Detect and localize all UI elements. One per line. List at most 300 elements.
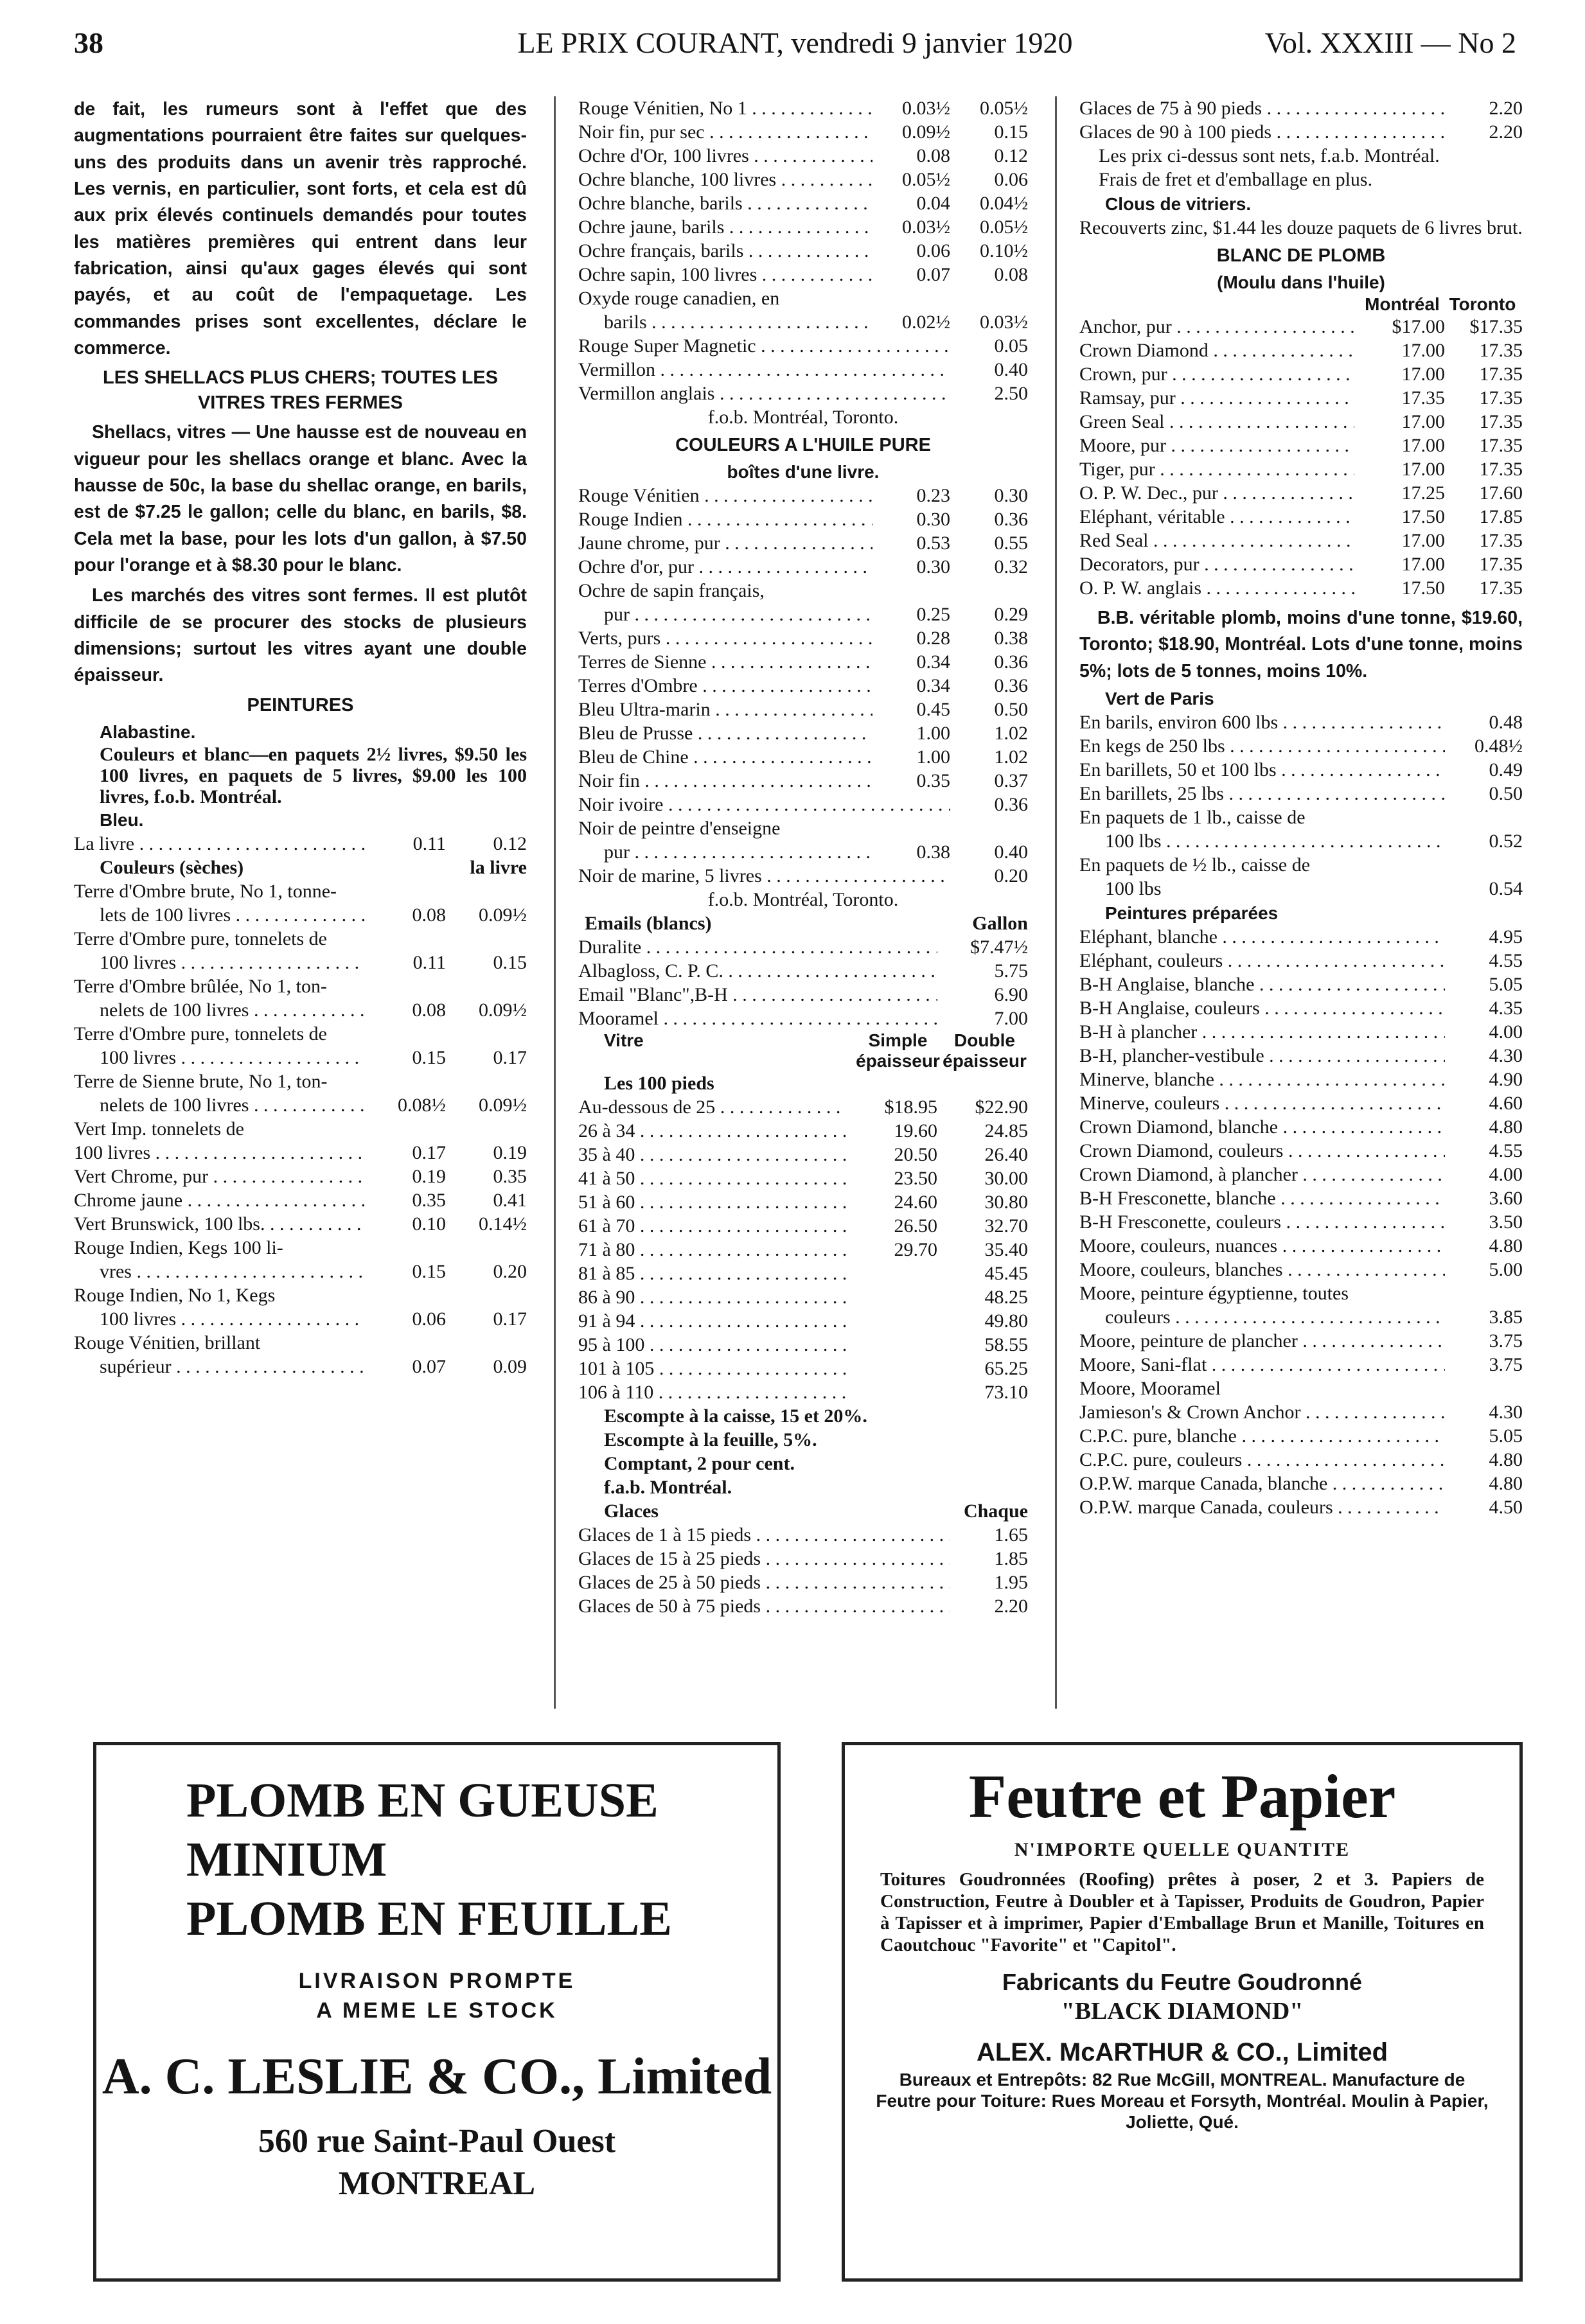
price: 2.20 bbox=[1489, 98, 1523, 119]
ad-stock: A MEME LE STOCK bbox=[316, 1998, 558, 2023]
price-row bbox=[1079, 1115, 1523, 1139]
price-row bbox=[578, 1262, 1028, 1285]
price: 17.35 bbox=[1479, 577, 1523, 599]
peintures-preparees-heading: Peintures préparées bbox=[1105, 903, 1279, 924]
column-header: Montréal bbox=[1365, 294, 1440, 315]
item-name: Noir ivoire . . . bbox=[578, 793, 950, 816]
price-row bbox=[74, 1046, 527, 1070]
price: 4.80 bbox=[1489, 1473, 1523, 1495]
price: 0.03½ bbox=[902, 98, 950, 119]
item-name: barils . . . bbox=[578, 310, 872, 334]
ad-company: A. C. LESLIE & CO., Limited bbox=[102, 2048, 772, 2105]
price: 4.60 bbox=[1489, 1093, 1523, 1114]
price: 0.05 bbox=[994, 335, 1028, 357]
item-name: Verts, purs . . . bbox=[578, 626, 872, 650]
price-row bbox=[578, 310, 1028, 334]
price-row bbox=[1079, 925, 1523, 949]
item-name: Glaces de 25 à 50 pieds . . . bbox=[578, 1571, 950, 1594]
price-row bbox=[74, 1093, 527, 1117]
price: 0.10½ bbox=[980, 240, 1028, 261]
item-name: Ochre jaune, barils . . . bbox=[578, 215, 872, 239]
price-row bbox=[578, 484, 1028, 507]
price: 0.06 bbox=[412, 1308, 446, 1330]
price-row bbox=[578, 769, 1028, 793]
item-name: 100 livres . . . bbox=[74, 951, 365, 974]
price: 17.50 bbox=[1401, 577, 1445, 599]
item-name: Minerve, couleurs . . . bbox=[1079, 1091, 1445, 1115]
item-name: pur . . . bbox=[578, 603, 872, 626]
price-row bbox=[74, 1355, 527, 1378]
price: 4.00 bbox=[1489, 1021, 1523, 1043]
price: 4.95 bbox=[1489, 926, 1523, 948]
item-name: 106 à 110 . . . bbox=[578, 1380, 847, 1404]
price: 1.02 bbox=[994, 746, 1028, 768]
price-row bbox=[1079, 434, 1523, 457]
item-name: 71 à 80 . . . bbox=[578, 1238, 847, 1262]
ad-address: 560 rue Saint-Paul Ouest bbox=[258, 2123, 616, 2160]
price: 4.30 bbox=[1489, 1402, 1523, 1423]
column-header: Double épaisseur bbox=[943, 1030, 1027, 1071]
price-row bbox=[578, 531, 1028, 555]
section-heading-huile: COULEURS A L'HUILE PURE bbox=[675, 435, 931, 455]
price-row bbox=[578, 698, 1028, 721]
price: 0.20 bbox=[994, 865, 1028, 887]
price: 0.15 bbox=[994, 121, 1028, 143]
glaces-label: Glaces bbox=[604, 1501, 659, 1522]
item-name: Moore, peinture de plancher . . . bbox=[1079, 1329, 1445, 1353]
price-row bbox=[1079, 1210, 1523, 1234]
price: $17.00 bbox=[1392, 316, 1445, 338]
price: 0.17 bbox=[493, 1046, 527, 1068]
clous-label: Clous de vitriers. bbox=[1105, 194, 1252, 214]
item-name: Crown Diamond, blanche . . . bbox=[1079, 1115, 1445, 1139]
price-row bbox=[1079, 1020, 1523, 1044]
item-name: En kegs de 250 lbs . . . bbox=[1079, 734, 1445, 758]
price: 0.30 bbox=[916, 509, 950, 531]
clous-text: Recouverts zinc, $1.44 les douze paquets de 6 livres brut. bbox=[1079, 217, 1523, 238]
price-row bbox=[1079, 710, 1523, 734]
price: 0.04½ bbox=[980, 193, 1028, 214]
item-name: C.P.C. pure, couleurs . . . bbox=[1079, 1448, 1445, 1472]
price: 0.41 bbox=[493, 1189, 527, 1211]
price-row bbox=[578, 168, 1028, 191]
ad-subtitle: N'IMPORTE QUELLE QUANTITE bbox=[1014, 1839, 1350, 1860]
item-name: lets de 100 livres . . . bbox=[74, 903, 365, 927]
item-name: Crown Diamond . . . bbox=[1079, 339, 1354, 362]
price: 2.20 bbox=[1489, 121, 1523, 143]
price: 1.00 bbox=[916, 746, 950, 768]
price: 0.37 bbox=[994, 770, 1028, 792]
unit-label: Gallon bbox=[972, 913, 1028, 935]
item-name: En barillets, 25 lbs . . . bbox=[1079, 782, 1445, 805]
price-row bbox=[1079, 1472, 1523, 1495]
column-rule bbox=[554, 96, 556, 1709]
price: 0.08 bbox=[994, 264, 1028, 285]
price: 17.00 bbox=[1401, 435, 1445, 457]
price: 0.28 bbox=[916, 628, 950, 649]
item-name: Bleu de Prusse . . . bbox=[578, 721, 872, 745]
price: 0.35 bbox=[412, 1189, 446, 1211]
price-row bbox=[578, 1571, 1028, 1594]
price-row bbox=[578, 983, 1028, 1007]
item-name: Noir fin, pur sec . . . bbox=[578, 120, 872, 144]
ad-line: PLOMB EN FEUILLE bbox=[186, 1892, 672, 1946]
price: 0.08 bbox=[412, 904, 446, 926]
price: 0.17 bbox=[412, 1141, 446, 1163]
price-row bbox=[578, 1166, 1028, 1190]
fob-note: f.a.b. Montréal. bbox=[604, 1477, 732, 1499]
price: 0.02½ bbox=[902, 312, 950, 333]
price-row bbox=[578, 191, 1028, 215]
price-row bbox=[74, 1141, 527, 1165]
price-row bbox=[578, 215, 1028, 239]
price: 0.09½ bbox=[479, 1094, 527, 1116]
item-name: nelets de 100 livres . . . bbox=[74, 1093, 365, 1117]
price: 7.00 bbox=[994, 1008, 1028, 1030]
vitres-paragraph: Les marchés des vitres sont fermes. Il est plutôt difficile de se procurer des stocks de plusieurs dimensions; surtout les vitres ayant une double épaisseur. bbox=[74, 585, 527, 686]
column-1 bbox=[74, 96, 527, 1378]
item-name: couleurs . . . bbox=[1079, 1305, 1445, 1329]
price: 0.23 bbox=[916, 485, 950, 507]
price-row bbox=[578, 1333, 1028, 1357]
column-rule bbox=[1055, 96, 1057, 1709]
advertisement-mcarthur bbox=[842, 1742, 1523, 2282]
price: 5.75 bbox=[994, 960, 1028, 982]
item-name: 100 livres . . . bbox=[74, 1046, 365, 1070]
price-row bbox=[578, 935, 1028, 959]
item-name: La livre . . . bbox=[74, 832, 365, 856]
item-name: Ochre français, barils . . . bbox=[578, 239, 872, 263]
volume-number: Vol. XXXIII — No 2 bbox=[1264, 26, 1516, 59]
price: 3.75 bbox=[1489, 1330, 1523, 1352]
item-name: C.P.C. pure, blanche . . . bbox=[1079, 1424, 1445, 1448]
price bbox=[847, 1262, 937, 1285]
item-name: B-H Fresconette, couleurs . . . bbox=[1079, 1210, 1445, 1234]
bb-paragraph: B.B. véritable plomb, moins d'une tonne, $19.60, Toronto; $18.90, Montréal. Lots d'une tonne, moins 5%; lots de 5 tonnes, moins 10%. bbox=[1079, 608, 1523, 682]
price: $7.47½ bbox=[970, 937, 1028, 958]
price bbox=[847, 1285, 937, 1309]
price bbox=[847, 1380, 937, 1404]
item-name: Terres de Sienne . . . bbox=[578, 650, 872, 674]
price: 0.45 bbox=[916, 699, 950, 721]
price-row bbox=[578, 674, 1028, 698]
ad-fabricants: Fabricants du Feutre Goudronné bbox=[1002, 1969, 1363, 1995]
item-name: Bleu de Chine . . . bbox=[578, 745, 872, 769]
item-name: Vermillon anglais . . . bbox=[578, 382, 950, 405]
price: 0.03½ bbox=[980, 312, 1028, 333]
item-name: En barillets, 50 et 100 lbs . . . bbox=[1079, 758, 1445, 782]
price: 17.50 bbox=[1401, 506, 1445, 528]
price: 0.32 bbox=[994, 556, 1028, 578]
item-name: Moore, pur . . . bbox=[1079, 434, 1354, 457]
ad-line: MINIUM bbox=[186, 1833, 387, 1887]
price: 0.14½ bbox=[479, 1213, 527, 1235]
price: 0.15 bbox=[412, 1046, 446, 1068]
item-name: Moore, Sani-flat . . . bbox=[1079, 1353, 1445, 1377]
price-row bbox=[1079, 120, 1523, 144]
item-name: Rouge Vénitien, brillant bbox=[74, 1332, 261, 1353]
running-header bbox=[74, 26, 1516, 71]
price-row bbox=[1079, 949, 1523, 973]
price: 0.10 bbox=[412, 1213, 446, 1235]
price-row bbox=[1079, 734, 1523, 758]
item-name: supérieur . . . bbox=[74, 1355, 365, 1378]
price-row bbox=[578, 144, 1028, 168]
price: 0.20 bbox=[493, 1260, 527, 1282]
price-row bbox=[1079, 829, 1523, 853]
price-row bbox=[578, 1190, 1028, 1214]
price: 1.95 bbox=[994, 1572, 1028, 1594]
item-name: B-H à plancher . . . bbox=[1079, 1020, 1445, 1044]
discount-note: Escompte à la feuille, 5%. bbox=[604, 1429, 817, 1451]
price: 17.35 bbox=[1479, 387, 1523, 409]
item-name: En paquets de 1 lb., caisse de bbox=[1079, 807, 1306, 829]
price-row bbox=[1079, 410, 1523, 434]
item-name: Ochre d'or, pur . . . bbox=[578, 555, 872, 579]
item-name: O.P.W. marque Canada, couleurs . . . bbox=[1079, 1495, 1445, 1519]
item-name: Email "Blanc",B-H . . . bbox=[578, 983, 937, 1007]
shellac-paragraph: Shellacs, vitres — Une hausse est de nouveau en vigueur pour les shellacs orange et blanc. Avec la hausse de 50c, la base du shellac orange, en barils, est de $7.25 le gallon; celle du blanc, en barils, $8. Cela met la base, pour les lots d'un gallon, à $7.50 pour l'orange et à $8.30 pour le blanc. bbox=[74, 422, 527, 576]
price: 17.35 bbox=[1479, 459, 1523, 480]
price: 17.00 bbox=[1401, 459, 1445, 480]
item-name: Ramsay, pur . . . bbox=[1079, 386, 1354, 410]
price-row bbox=[578, 840, 1028, 864]
item-name: Oxyde rouge canadien, en bbox=[578, 288, 780, 309]
price: 4.30 bbox=[1489, 1045, 1523, 1067]
item-name: 100 livres . . . bbox=[74, 1307, 365, 1331]
price-row bbox=[1079, 529, 1523, 552]
price: 0.08 bbox=[916, 145, 950, 166]
price-row bbox=[578, 382, 1028, 405]
item-name: Crown Diamond, à plancher . . . bbox=[1079, 1163, 1445, 1186]
price-row bbox=[1079, 1400, 1523, 1424]
price: 0.38 bbox=[994, 628, 1028, 649]
item-name: Crown Diamond, couleurs . . . bbox=[1079, 1139, 1445, 1163]
price: 24.85 bbox=[984, 1120, 1028, 1142]
price: 0.09½ bbox=[479, 904, 527, 926]
item-name: 101 à 105 . . . bbox=[578, 1357, 847, 1380]
price bbox=[847, 1309, 937, 1333]
price: 0.04 bbox=[916, 193, 950, 214]
price bbox=[847, 1333, 937, 1357]
price: 0.35 bbox=[493, 1165, 527, 1187]
item-name: O. P. W. anglais . . . bbox=[1079, 576, 1354, 600]
item-name: Minerve, blanche . . . bbox=[1079, 1068, 1445, 1091]
price-row bbox=[1079, 481, 1523, 505]
item-name: Noir fin . . . bbox=[578, 769, 872, 793]
price-row bbox=[578, 959, 1028, 983]
price-row bbox=[1079, 576, 1523, 600]
price: 6.90 bbox=[994, 984, 1028, 1006]
price: 0.08 bbox=[412, 999, 446, 1021]
price-row bbox=[578, 1523, 1028, 1547]
price-row bbox=[578, 334, 1028, 358]
price-row bbox=[1079, 1186, 1523, 1210]
vert-de-paris-heading: Vert de Paris bbox=[1105, 689, 1214, 709]
item-name: Duralite . . . bbox=[578, 935, 937, 959]
price-row bbox=[1079, 1068, 1523, 1091]
price-row bbox=[578, 745, 1028, 769]
price: 17.00 bbox=[1401, 554, 1445, 576]
price: 0.09 bbox=[493, 1355, 527, 1377]
item-name: Au-dessous de 25 . . . bbox=[578, 1095, 847, 1119]
item-name: Ochre sapin, 100 livres . . . bbox=[578, 263, 872, 286]
item-name: Glaces de 1 à 15 pieds . . . bbox=[578, 1523, 950, 1547]
price-row bbox=[578, 1380, 1028, 1404]
item-name: Terre de Sienne brute, No 1, ton- bbox=[74, 1070, 328, 1092]
price: 0.48 bbox=[1489, 712, 1523, 734]
item-name: 86 à 90 . . . bbox=[578, 1285, 847, 1309]
price: 23.50 bbox=[894, 1168, 937, 1190]
unit-label: Chaque bbox=[963, 1501, 1028, 1522]
price: 5.05 bbox=[1489, 974, 1523, 996]
item-name: Vert Imp. tonnelets de bbox=[74, 1118, 244, 1140]
column-header: Toronto bbox=[1449, 294, 1516, 315]
nets-note: Les prix ci-dessus sont nets, f.a.b. Montréal. bbox=[1099, 145, 1440, 166]
price: 0.09½ bbox=[902, 121, 950, 143]
price-row bbox=[1079, 362, 1523, 386]
price-row bbox=[578, 120, 1028, 144]
advertisement-leslie bbox=[93, 1742, 781, 2282]
discount-note: Comptant, 2 pour cent. bbox=[604, 1453, 795, 1475]
huile-subheading: boîtes d'une livre. bbox=[727, 462, 880, 482]
price: 0.53 bbox=[916, 533, 950, 554]
item-name: En paquets de ½ lb., caisse de bbox=[1079, 854, 1311, 876]
price-row bbox=[578, 793, 1028, 816]
price-row bbox=[578, 1119, 1028, 1143]
price-row bbox=[1079, 1091, 1523, 1115]
price: 4.90 bbox=[1489, 1069, 1523, 1091]
price: 0.09½ bbox=[479, 999, 527, 1021]
item-name: Jaune chrome, pur . . . bbox=[578, 531, 872, 555]
price: 0.49 bbox=[1489, 759, 1523, 781]
price-row bbox=[578, 650, 1028, 674]
price: 5.05 bbox=[1489, 1425, 1523, 1447]
price: 26.50 bbox=[894, 1215, 937, 1237]
item-name: 26 à 34 . . . bbox=[578, 1119, 847, 1143]
price-row bbox=[578, 1095, 1028, 1119]
price-row bbox=[1079, 1139, 1523, 1163]
price-row bbox=[74, 832, 527, 856]
price-row bbox=[578, 1309, 1028, 1333]
price: 4.55 bbox=[1489, 950, 1523, 972]
price: 4.80 bbox=[1489, 1116, 1523, 1138]
price: 0.34 bbox=[916, 675, 950, 697]
item-name: Moore, couleurs, nuances . . . bbox=[1079, 1234, 1445, 1258]
ad-company: ALEX. McARTHUR & CO., Limited bbox=[976, 2038, 1388, 2066]
price: 45.45 bbox=[984, 1263, 1028, 1285]
item-name: Ochre de sapin français, bbox=[578, 580, 765, 602]
price-row bbox=[1079, 1044, 1523, 1068]
price-row bbox=[1079, 505, 1523, 529]
price-row bbox=[578, 626, 1028, 650]
item-name: B-H Anglaise, couleurs . . . bbox=[1079, 996, 1445, 1020]
price: 17.35 bbox=[1479, 554, 1523, 576]
city-header bbox=[1079, 294, 1523, 315]
price-row bbox=[1079, 386, 1523, 410]
subheading-row bbox=[578, 911, 1028, 935]
price: 2.50 bbox=[994, 383, 1028, 404]
price: 0.12 bbox=[994, 145, 1028, 166]
column-2 bbox=[578, 96, 1028, 1618]
price: 0.34 bbox=[916, 651, 950, 673]
section-heading-blanc-de-plomb: BLANC DE PLOMB bbox=[1216, 245, 1386, 266]
price-row bbox=[578, 1594, 1028, 1618]
price-row bbox=[578, 263, 1028, 286]
price: 3.85 bbox=[1489, 1307, 1523, 1328]
price: 0.19 bbox=[493, 1141, 527, 1163]
column-3 bbox=[1079, 96, 1523, 1519]
item-name: nelets de 100 livres . . . bbox=[74, 998, 365, 1022]
vitre-header bbox=[578, 1030, 1028, 1071]
item-name: Moore, Mooramel bbox=[1079, 1378, 1221, 1400]
price-row bbox=[1079, 96, 1523, 120]
publication-title: LE PRIX COURANT, vendredi 9 janvier 1920 bbox=[517, 26, 1073, 59]
price-row bbox=[1079, 877, 1523, 901]
price: 30.00 bbox=[984, 1168, 1028, 1190]
price: 2.20 bbox=[994, 1596, 1028, 1617]
item-name: Terre d'Ombre pure, tonnelets de bbox=[74, 1023, 327, 1044]
price: 4.35 bbox=[1489, 998, 1523, 1019]
price: 32.70 bbox=[984, 1215, 1028, 1237]
bleu-label: Bleu. bbox=[100, 809, 144, 830]
price: 0.40 bbox=[994, 359, 1028, 380]
price: 0.05½ bbox=[902, 169, 950, 190]
price-row bbox=[578, 603, 1028, 626]
price: 17.35 bbox=[1401, 387, 1445, 409]
item-name: Terre d'Ombre pure, tonnelets de bbox=[74, 928, 327, 949]
price bbox=[847, 1357, 937, 1380]
price-row bbox=[1079, 782, 1523, 805]
fob-note: f.o.b. Montréal, Toronto. bbox=[707, 889, 899, 911]
item-name: Rouge Vénitien, No 1 . . . bbox=[578, 96, 872, 120]
item-name: pur . . . bbox=[578, 840, 872, 864]
vitre-unit: Les 100 pieds bbox=[604, 1073, 714, 1095]
alabastine-label: Alabastine. bbox=[100, 721, 196, 742]
price: $17.35 bbox=[1469, 316, 1523, 338]
price: 0.36 bbox=[994, 794, 1028, 816]
price: 20.50 bbox=[894, 1144, 937, 1166]
price-row bbox=[74, 903, 527, 927]
price: 0.03½ bbox=[902, 216, 950, 238]
item-name: Decorators, pur . . . bbox=[1079, 552, 1354, 576]
price: 0.12 bbox=[493, 832, 527, 854]
price-row bbox=[578, 555, 1028, 579]
fob-note: f.o.b. Montréal, Toronto. bbox=[707, 407, 899, 428]
fret-note: Frais de fret et d'emballage en plus. bbox=[1099, 169, 1373, 190]
price: 0.30 bbox=[994, 485, 1028, 507]
item-name: Rouge Indien, No 1, Kegs bbox=[74, 1284, 276, 1306]
price: 65.25 bbox=[984, 1358, 1028, 1380]
item-name: Ochre blanche, 100 livres . . . bbox=[578, 168, 872, 191]
price: 0.48½ bbox=[1474, 735, 1523, 757]
item-name: Vermillon . . . bbox=[578, 358, 950, 382]
item-name: Vert Brunswick, 100 lbs. . . . bbox=[74, 1212, 365, 1236]
price: 5.00 bbox=[1489, 1259, 1523, 1281]
item-name: Moore, peinture égyptienne, toutes bbox=[1079, 1283, 1349, 1305]
price-row bbox=[578, 1238, 1028, 1262]
price: $22.90 bbox=[975, 1096, 1028, 1118]
article-intro: de fait, les rumeurs sont à l'effet que des augmentations pourraient être faites sur quelques-uns des produits dans un avenir très rapproché. Les vernis, en particulier, sont forts, et cela est dû aux prix élevés continuels demandés pour toutes les matières premières qui entrent dans leur fabrication, ainsi qu'aux gages élevés qui sont payés, et au coût de l'empaquetage. Les commandes prises sont excellentes, déclare le commerce. bbox=[74, 99, 527, 358]
price: 30.80 bbox=[984, 1192, 1028, 1213]
price: 1.00 bbox=[916, 723, 950, 744]
item-name: Terre d'Ombre brûlée, No 1, ton- bbox=[74, 975, 327, 997]
price: 0.19 bbox=[412, 1165, 446, 1187]
price: 4.00 bbox=[1489, 1164, 1523, 1186]
price: 0.11 bbox=[412, 832, 446, 854]
price: 3.75 bbox=[1489, 1354, 1523, 1376]
item-name: Jamieson's & Crown Anchor . . . bbox=[1079, 1400, 1445, 1424]
